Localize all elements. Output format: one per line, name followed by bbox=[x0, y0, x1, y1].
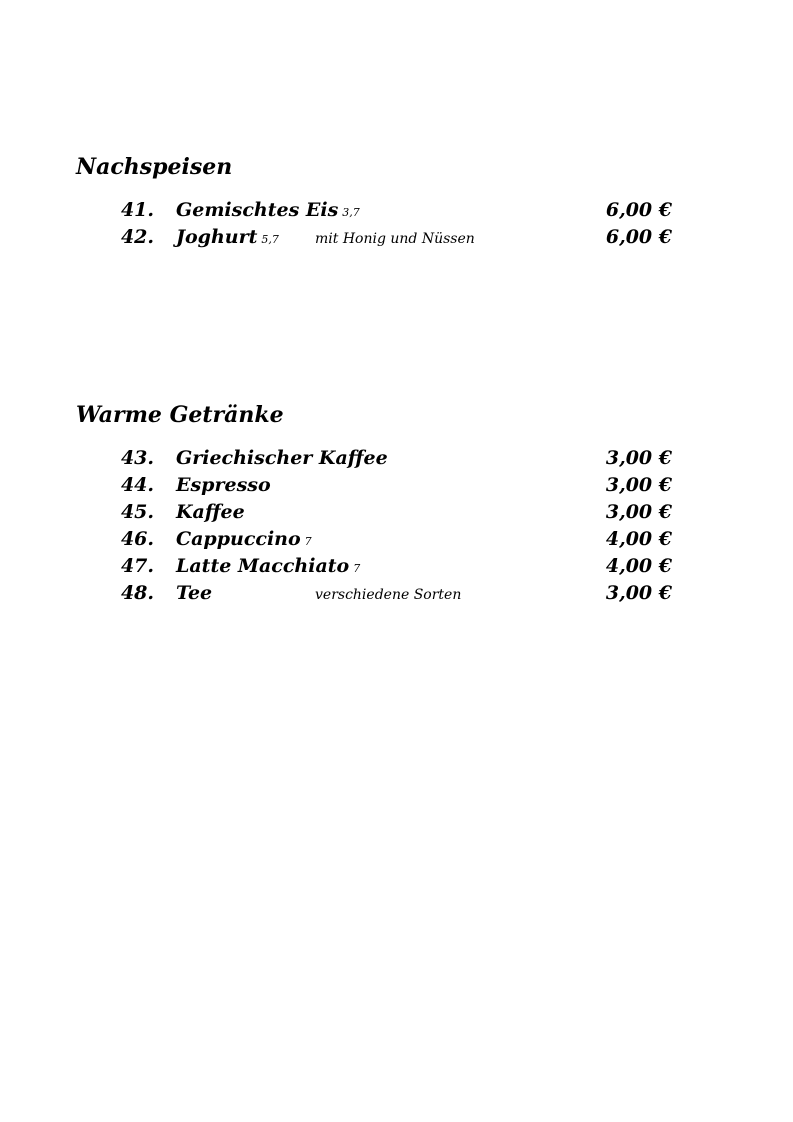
menu-item bbox=[76, 553, 716, 580]
item-name: Espresso bbox=[176, 474, 271, 496]
item-allergens: 7 bbox=[353, 562, 361, 575]
item-number: 42. bbox=[120, 226, 154, 248]
menu-item bbox=[76, 499, 716, 526]
item-number: 48. bbox=[120, 582, 154, 604]
item-number: 47. bbox=[120, 555, 154, 577]
section-title: Nachspeisen bbox=[76, 154, 233, 180]
menu-item bbox=[76, 526, 716, 553]
item-price: 6,00 € bbox=[605, 199, 672, 221]
item-number: 41. bbox=[120, 199, 154, 221]
item-number: 46. bbox=[120, 528, 154, 550]
item-price: 6,00 € bbox=[605, 226, 672, 248]
menu-item bbox=[76, 224, 716, 251]
section-title: Warme Getränke bbox=[76, 402, 284, 428]
menu-item bbox=[76, 197, 716, 224]
item-name: Tee bbox=[176, 582, 213, 604]
item-name-wrap bbox=[176, 499, 249, 528]
item-name-wrap bbox=[176, 224, 279, 253]
menu-item bbox=[76, 445, 716, 472]
item-name: Cappuccino bbox=[176, 528, 301, 550]
item-price: 3,00 € bbox=[605, 582, 672, 604]
item-price: 3,00 € bbox=[605, 447, 672, 469]
item-name-wrap bbox=[176, 580, 216, 609]
menu-item bbox=[76, 580, 716, 607]
menu-item-list bbox=[76, 197, 716, 251]
item-name: Griechischer Kaffee bbox=[176, 447, 388, 469]
item-allergens: 7 bbox=[304, 535, 312, 548]
item-number: 43. bbox=[120, 447, 154, 469]
menu-item-list bbox=[76, 445, 716, 607]
item-allergens: 5,7 bbox=[261, 233, 279, 246]
item-name-wrap bbox=[176, 472, 275, 501]
item-number: 44. bbox=[120, 474, 154, 496]
menu-item bbox=[76, 472, 716, 499]
item-number: 45. bbox=[120, 501, 154, 523]
item-name: Joghurt bbox=[176, 226, 258, 248]
item-description: verschiedene Sorten bbox=[315, 587, 462, 603]
item-name-wrap bbox=[176, 553, 360, 582]
item-price: 3,00 € bbox=[605, 474, 672, 496]
item-name: Gemischtes Eis bbox=[176, 199, 339, 221]
section-warme-getraenke bbox=[76, 401, 716, 607]
item-description: mit Honig und Nüssen bbox=[315, 231, 475, 247]
item-allergens: 3,7 bbox=[342, 206, 360, 219]
item-name-wrap bbox=[176, 445, 392, 474]
item-price: 4,00 € bbox=[605, 555, 672, 577]
item-name: Kaffee bbox=[176, 501, 245, 523]
item-price: 3,00 € bbox=[605, 501, 672, 523]
item-name-wrap bbox=[176, 526, 312, 555]
item-name-wrap bbox=[176, 197, 360, 226]
item-price: 4,00 € bbox=[605, 528, 672, 550]
item-name: Latte Macchiato bbox=[176, 555, 350, 577]
section-nachspeisen bbox=[76, 153, 716, 251]
